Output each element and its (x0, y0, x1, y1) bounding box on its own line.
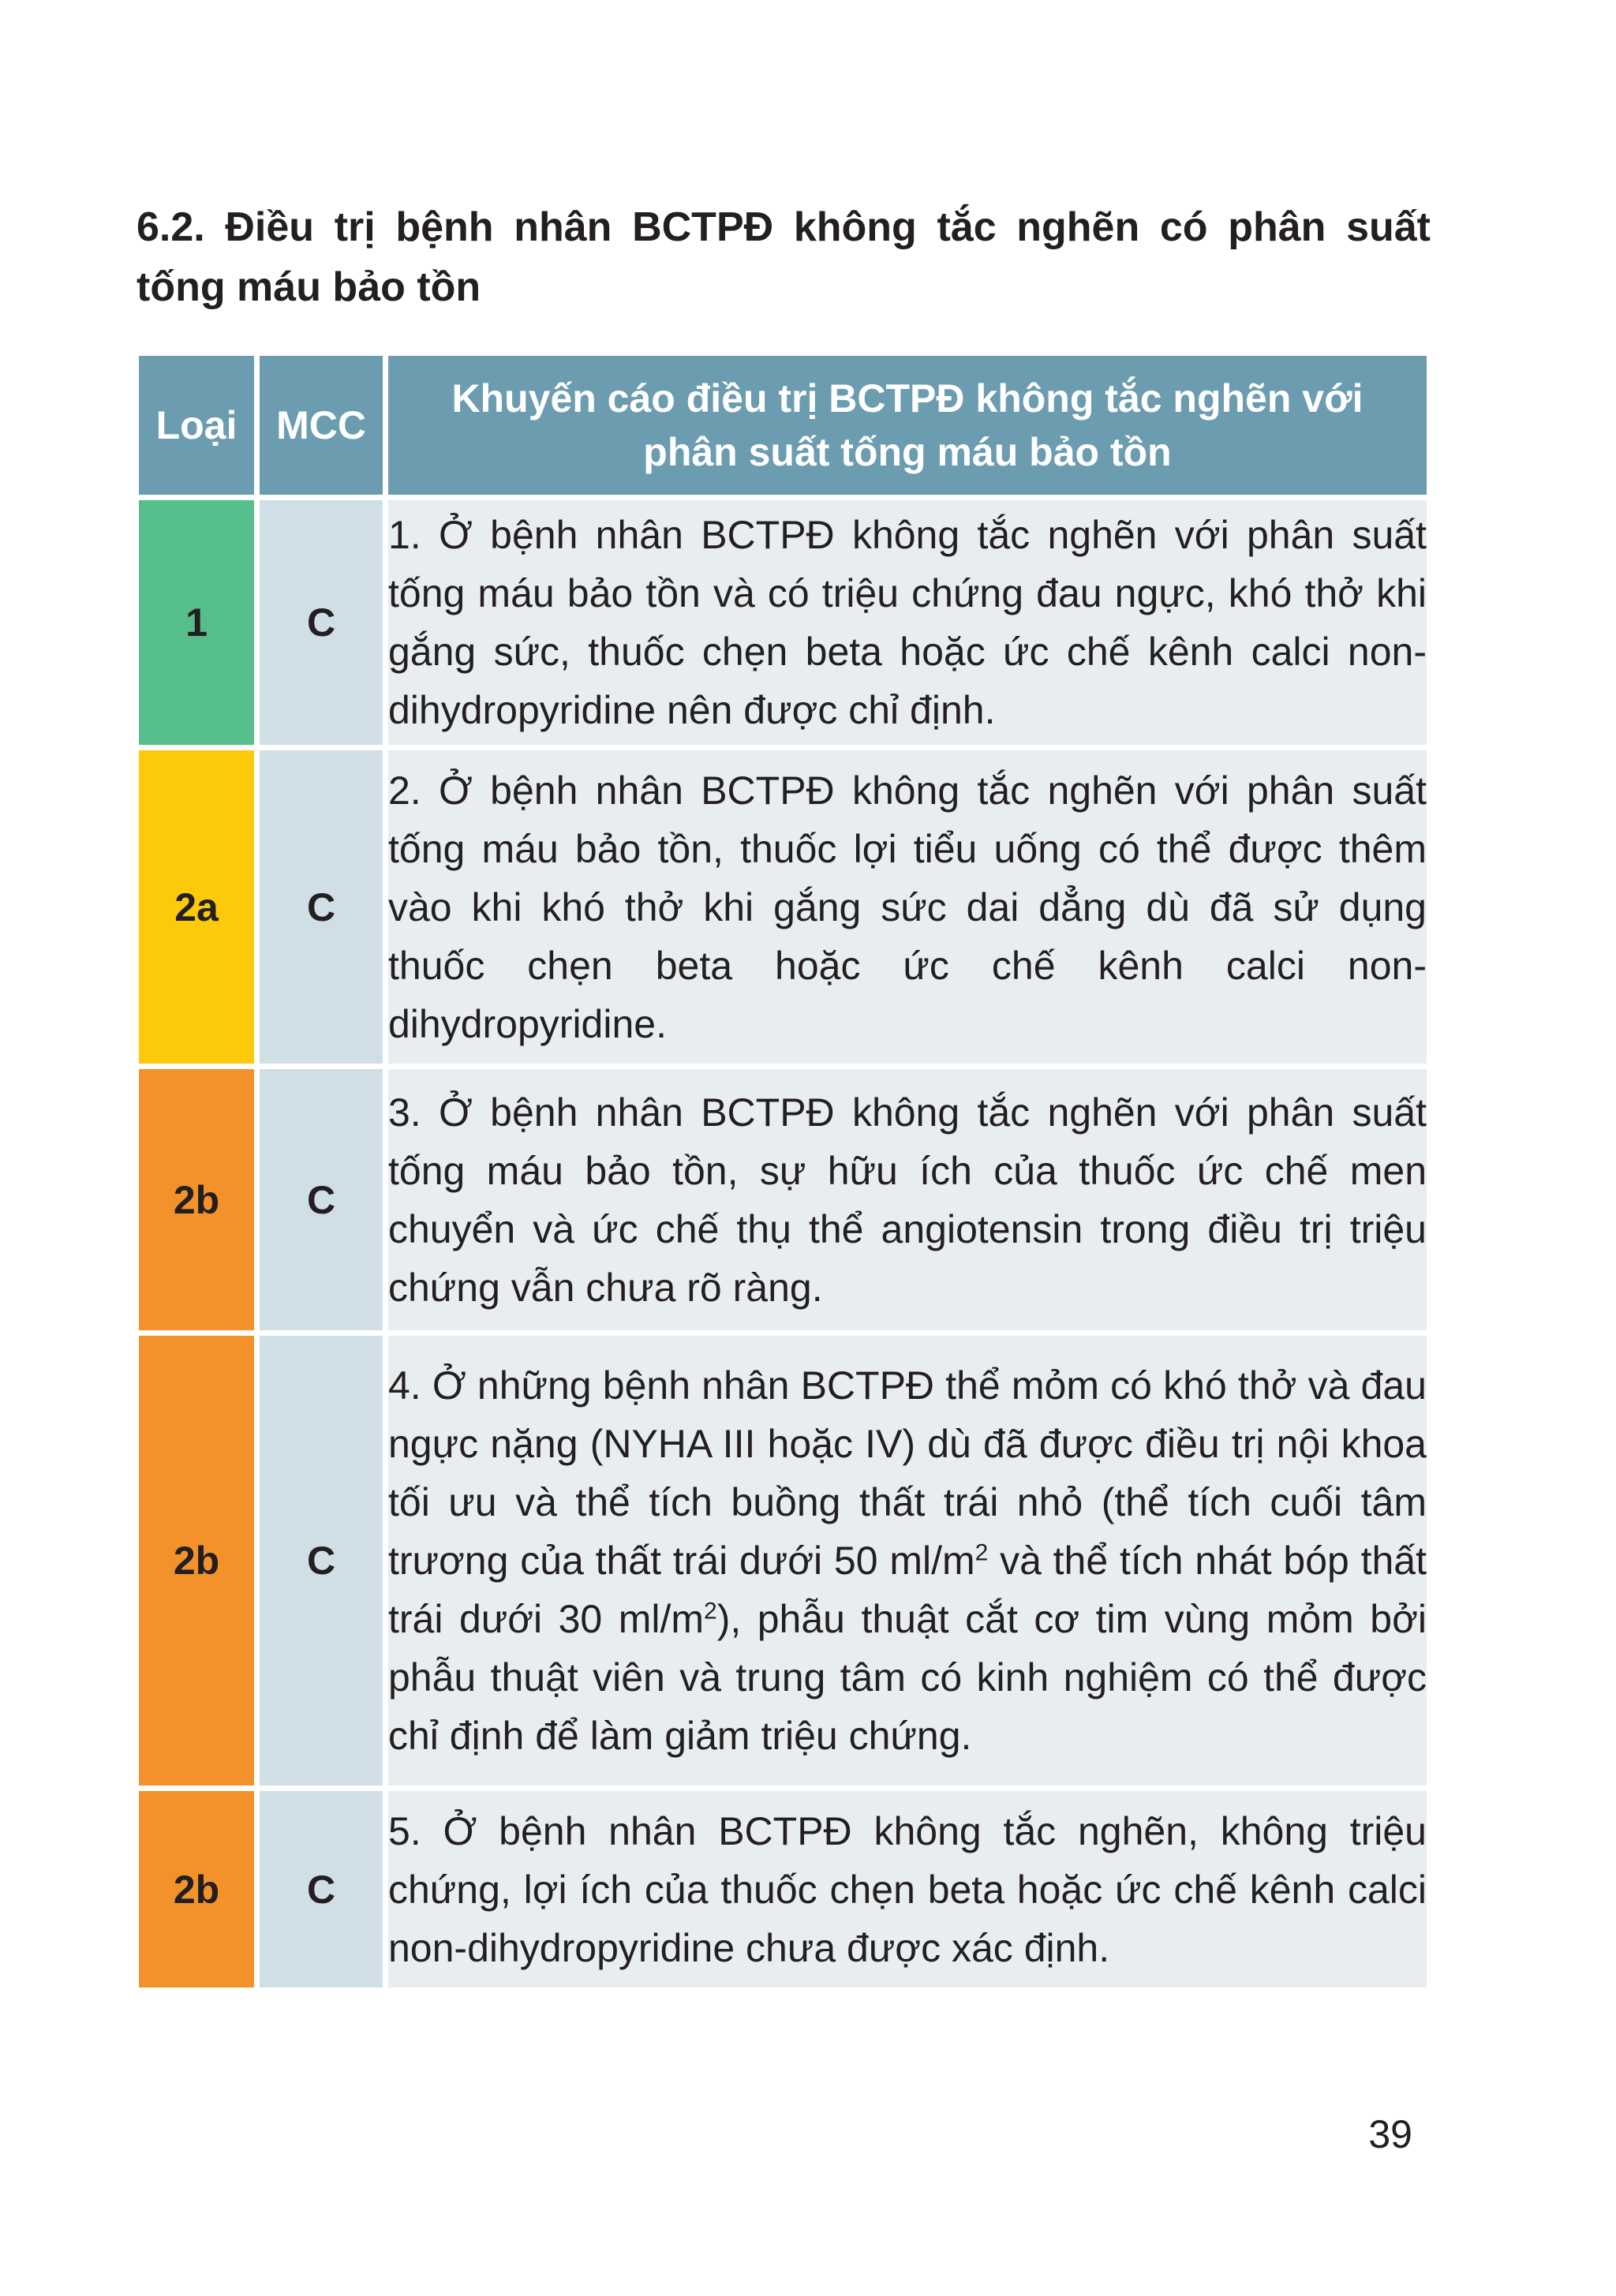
evidence-level-cell: C (260, 1791, 388, 1993)
class-cell: 2b (139, 1069, 260, 1336)
section-heading: 6.2. Điều trị bệnh nhân BCTPĐ không tắc nghẽn có phân suất tống máu bảo tồn (137, 204, 1431, 310)
recommendation-text (388, 1336, 1427, 1791)
page-number: 39 (1368, 2112, 1412, 2156)
table-row (139, 1336, 1427, 1791)
evidence-level-cell: C (260, 1069, 388, 1336)
evidence-level-cell: C (260, 1336, 388, 1791)
class-cell: 2b (139, 1791, 260, 1993)
recommendation-text: 3. Ở bệnh nhân BCTPĐ không tắc nghẽn với phân suất tống máu bảo tồn, sự hữu ích của thuốc ức chế men chuyển và ức chế thụ thể angiotensin trong điều trị triệu chứng vẫn chưa rõ ràng. (388, 1069, 1427, 1336)
evidence-level-cell: C (260, 750, 388, 1069)
evidence-level-cell: C (260, 500, 388, 750)
header-loai: Loại (139, 356, 260, 500)
table-header-row (139, 356, 1427, 500)
table-row (139, 750, 1427, 1069)
table-row (139, 1069, 1427, 1336)
recommendation-text-part: ), phẫu thuật cắt cơ tim vùng mỏm bởi phẫu thuật viên và trung tâm có kinh nghiệm có thể được chỉ định để làm giảm triệu chứng. (388, 1597, 1427, 1758)
header-recommendation: Khuyến cáo điều trị BCTPĐ không tắc nghẽn với phân suất tống máu bảo tồn (388, 356, 1427, 500)
superscript: 2 (704, 1598, 717, 1625)
recommendation-text: 5. Ở bệnh nhân BCTPĐ không tắc nghẽn, không triệu chứng, lợi ích của thuốc chẹn beta hoặc ức chế kênh calci non-dihydropyridine chưa được xác định. (388, 1791, 1427, 1993)
recommendation-text-part: và thể tích nhát bóp thất trái dưới 30 ml/m (388, 1539, 1427, 1641)
recommendation-table (139, 356, 1427, 1993)
class-cell: 1 (139, 500, 260, 750)
recommendation-text: 2. Ở bệnh nhân BCTPĐ không tắc nghẽn với phân suất tống máu bảo tồn, thuốc lợi tiểu uống có thể được thêm vào khi khó thở khi gắng sức dai dẳng dù đã sử dụng thuốc chẹn beta hoặc ức chế kênh calci non-dihydropyridine. (388, 750, 1427, 1069)
class-cell: 2b (139, 1336, 260, 1791)
recommendation-text: 1. Ở bệnh nhân BCTPĐ không tắc nghẽn với phân suất tống máu bảo tồn và có triệu chứng đau ngực, khó thở khi gắng sức, thuốc chẹn beta hoặc ức chế kênh calci non-dihydropyridine nên được chỉ định. (388, 500, 1427, 750)
table-row (139, 1791, 1427, 1993)
class-cell: 2a (139, 750, 260, 1069)
recommendation-text-part: 4. Ở những bệnh nhân BCTPĐ thể mỏm có khó thở và đau ngực nặng (NYHA III hoặc IV) dù đã được điều trị nội khoa tối ưu và thể tích buồng thất trái nhỏ (thể tích cuối tâm trương của thất trái dưới 50 ml/m (388, 1363, 1427, 1583)
superscript: 2 (974, 1539, 989, 1566)
header-mcc: MCC (260, 356, 388, 500)
table-row (139, 500, 1427, 750)
